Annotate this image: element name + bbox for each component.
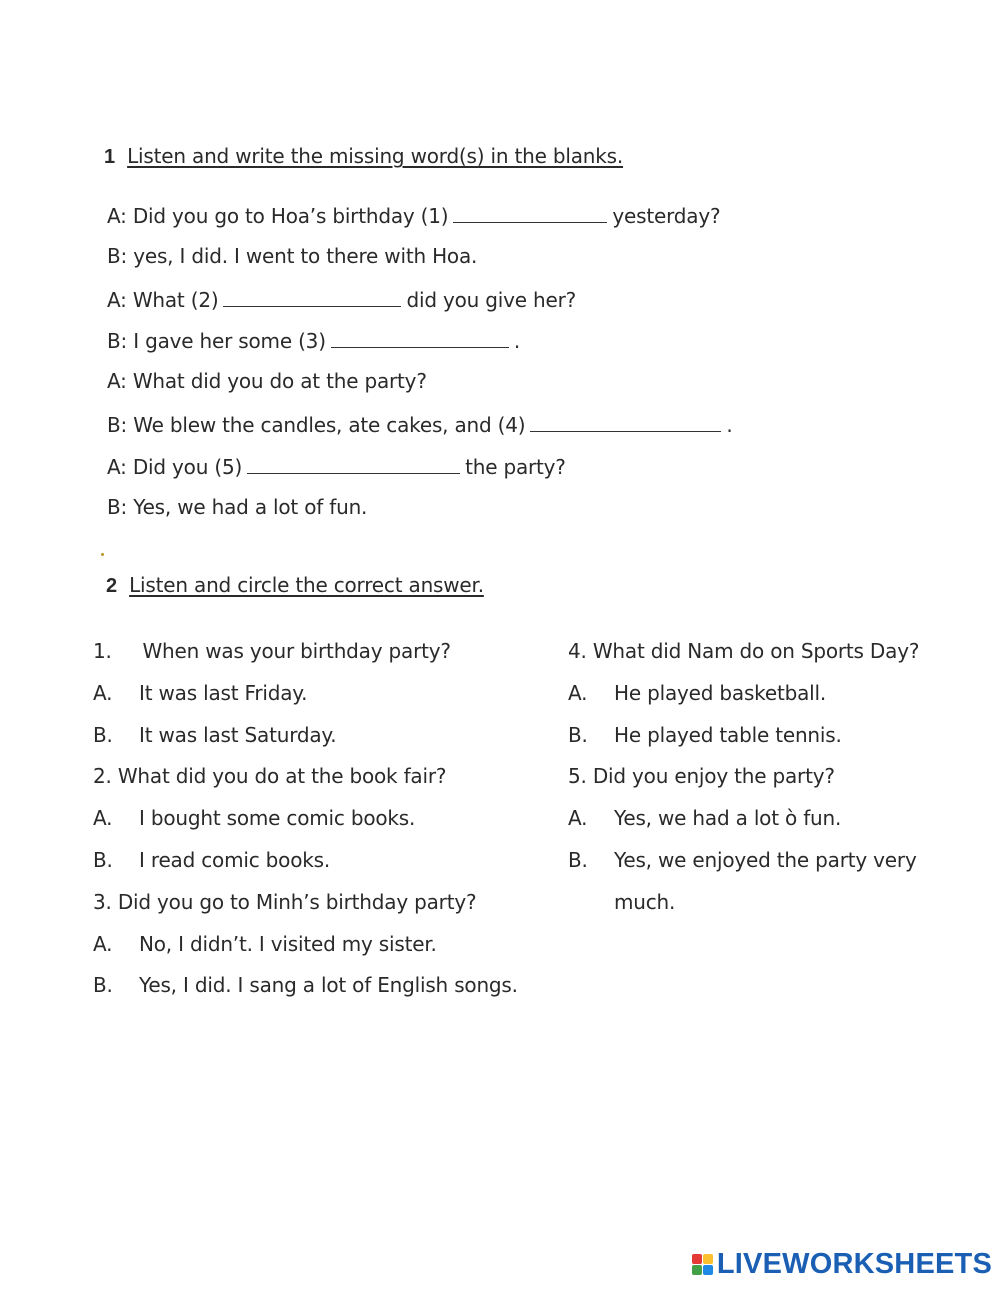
dialog-text: A: What (2) bbox=[107, 287, 219, 312]
option-text[interactable]: It was last Saturday. bbox=[139, 722, 337, 747]
answer-option bbox=[93, 971, 533, 1013]
question bbox=[93, 762, 533, 804]
dialog-text-after: . bbox=[513, 329, 520, 354]
brand-name: LIVEWORKSHEETS bbox=[716, 1248, 992, 1280]
section-2-heading bbox=[106, 573, 484, 598]
option-label[interactable]: A. bbox=[93, 680, 113, 705]
question bbox=[568, 637, 968, 679]
section-2-title: Listen and circle the correct answer. bbox=[129, 573, 484, 597]
option-text[interactable]: No, I didn’t. I visited my sister. bbox=[139, 931, 437, 956]
dialog-line bbox=[107, 284, 733, 326]
option-label[interactable]: B. bbox=[93, 847, 113, 872]
dialog-line bbox=[107, 493, 733, 535]
dialog-list bbox=[107, 200, 733, 534]
option-label[interactable]: B. bbox=[93, 722, 113, 747]
dialog-line bbox=[107, 367, 733, 409]
dialog-line bbox=[107, 409, 733, 451]
questions-right-column bbox=[568, 637, 968, 930]
question-text: 1. When was your birthday party? bbox=[93, 639, 451, 663]
logo-tile bbox=[692, 1265, 702, 1275]
option-text[interactable]: It was last Friday. bbox=[139, 680, 308, 705]
section-1-heading bbox=[104, 144, 623, 169]
answer-option bbox=[568, 679, 968, 721]
logo-tile bbox=[692, 1254, 702, 1264]
liveworksheets-logo bbox=[692, 1248, 992, 1281]
question bbox=[568, 762, 968, 804]
option-text[interactable]: Yes, we had a lot ò fun. bbox=[614, 806, 842, 831]
answer-blank[interactable] bbox=[223, 284, 401, 307]
option-text[interactable]: He played basketball. bbox=[614, 680, 827, 705]
dialog-text: A: Did you (5) bbox=[107, 454, 243, 479]
dialog-text: B: I gave her some (3) bbox=[107, 329, 326, 354]
answer-option bbox=[93, 846, 533, 888]
dialog-text-after: the party? bbox=[465, 454, 566, 479]
dialog-text: A: What did you do at the party? bbox=[107, 369, 427, 394]
option-label[interactable]: A. bbox=[93, 931, 113, 956]
option-text[interactable]: much. bbox=[614, 889, 676, 914]
answer-option bbox=[93, 679, 533, 721]
logo-tile bbox=[703, 1254, 713, 1264]
option-text[interactable]: Yes, I did. I sang a lot of English songs. bbox=[139, 973, 518, 998]
question bbox=[93, 888, 533, 930]
question-text: 4. What did Nam do on Sports Day? bbox=[568, 639, 920, 663]
answer-option bbox=[93, 930, 533, 972]
option-text[interactable]: I read comic books. bbox=[139, 847, 331, 872]
question-text: 2. What did you do at the book fair? bbox=[93, 764, 447, 789]
answer-option bbox=[568, 804, 968, 846]
answer-option bbox=[568, 846, 968, 888]
answer-option bbox=[568, 721, 968, 763]
dialog-text-after: did you give her? bbox=[406, 287, 577, 312]
question-text: 3. Did you go to Minh’s birthday party? bbox=[93, 889, 477, 914]
dialog-line bbox=[107, 242, 733, 284]
section-2-number: 2 bbox=[106, 575, 117, 597]
dialog-text: A: Did you go to Hoa’s birthday (1) bbox=[107, 204, 449, 228]
section-1-title: Listen and write the missing word(s) in the blanks. bbox=[127, 144, 624, 168]
section-1-number: 1 bbox=[104, 146, 115, 168]
dialog-line bbox=[107, 451, 733, 493]
question-text: 5. Did you enjoy the party? bbox=[568, 764, 835, 789]
logo-tile bbox=[703, 1265, 713, 1275]
option-label[interactable]: A. bbox=[93, 806, 113, 831]
answer-blank[interactable] bbox=[530, 409, 721, 432]
questions-left-column bbox=[93, 637, 533, 1013]
answer-blank[interactable] bbox=[453, 200, 607, 223]
option-label[interactable]: B. bbox=[93, 973, 113, 998]
option-label[interactable]: B. bbox=[568, 847, 588, 872]
option-label[interactable]: B. bbox=[568, 722, 588, 747]
option-label[interactable]: A. bbox=[568, 806, 588, 831]
dialog-text: B: yes, I did. I went to there with Hoa. bbox=[107, 243, 478, 268]
option-text[interactable]: Yes, we enjoyed the party very bbox=[614, 847, 917, 872]
answer-blank[interactable] bbox=[247, 451, 460, 474]
answer-option bbox=[93, 721, 533, 763]
option-text[interactable]: He played table tennis. bbox=[614, 722, 842, 747]
dialog-text-after: . bbox=[726, 412, 733, 437]
answer-option bbox=[93, 804, 533, 846]
question bbox=[93, 637, 533, 679]
liveworksheets-logo-icon bbox=[692, 1254, 713, 1275]
answer-blank[interactable] bbox=[331, 325, 509, 348]
dialog-text: B: Yes, we had a lot of fun. bbox=[107, 494, 368, 519]
dialog-text: B: We blew the candles, ate cakes, and (4) bbox=[107, 412, 526, 437]
decorative-dot bbox=[101, 553, 104, 556]
option-label[interactable]: A. bbox=[568, 680, 588, 705]
dialog-text-after: yesterday? bbox=[612, 204, 721, 228]
dialog-line bbox=[107, 200, 733, 242]
dialog-line bbox=[107, 325, 733, 367]
option-text[interactable]: I bought some comic books. bbox=[139, 806, 416, 831]
answer-option bbox=[568, 888, 968, 930]
